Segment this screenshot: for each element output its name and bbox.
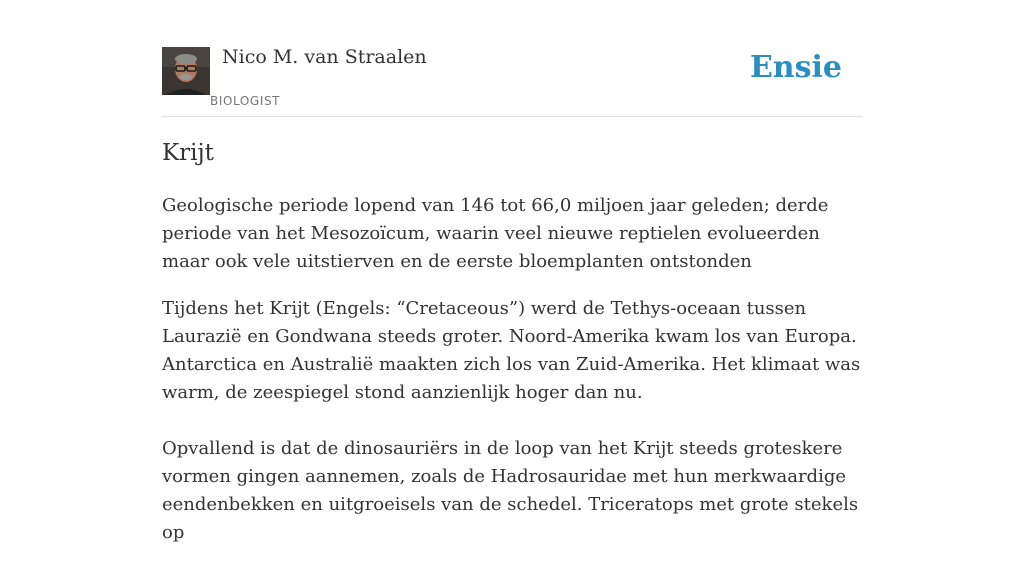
author-avatar[interactable]	[162, 47, 210, 95]
article-page	[162, 0, 862, 543]
ensie-logo[interactable]: Ensie	[749, 50, 842, 85]
article-title: Krijt	[162, 140, 214, 166]
article-body	[162, 295, 862, 575]
article-paragraph: Opvallend is dat de dinosauriërs in de loop van het Krijt steeds groteskere vormen gingen aannemen, zoals de Hadrosauridae met hun merkwaardige eendenbekken en uitgroeisels van de schedel. Triceratops met grote stekels op	[162, 438, 859, 543]
article-lead: Geologische periode lopend van 146 tot 66,0 miljoen jaar geleden; derde periode van het Mesozoïcum, waarin veel nieuwe reptielen evolueerden maar ook vele uitstierven en de eerste bloemplanten ontstonden	[162, 195, 829, 272]
author-role: BIOLOGIST	[210, 94, 281, 108]
article-paragraph: Tijdens het Krijt (Engels: “Cretaceous”) werd de Tethys-oceaan tussen Laurazië en Gondwana steeds groter. Noord-Amerika kwam los van Europa. Antarctica en Australië maakten zich los van Zuid-Amerika. Het klimaat was warm, de zeespiegel stond aanzienlijk hoger dan nu.	[162, 298, 861, 403]
author-name[interactable]: Nico M. van Straalen	[222, 46, 427, 68]
author-header	[162, 0, 862, 117]
author-photo	[162, 47, 210, 95]
